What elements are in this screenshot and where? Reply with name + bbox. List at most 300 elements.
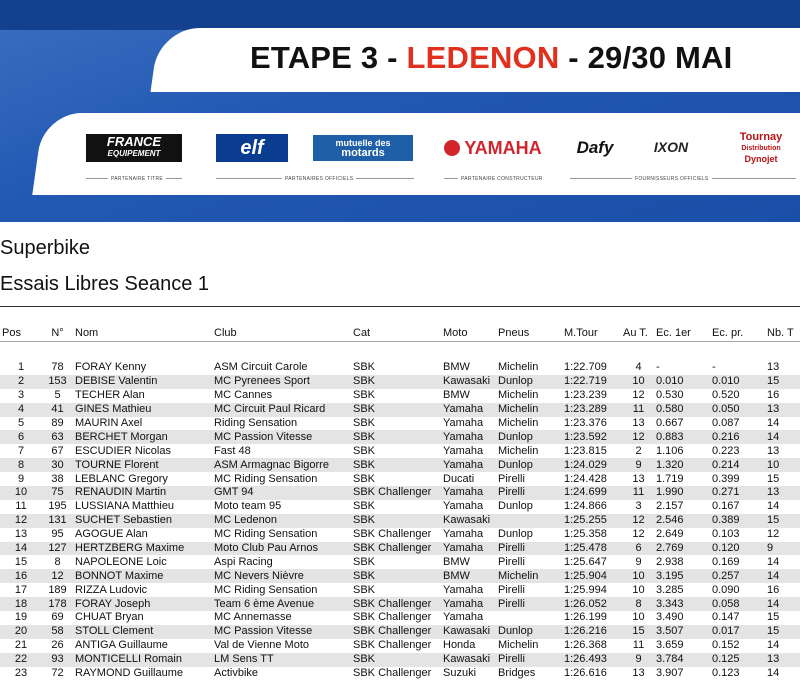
mutuelle-des-motards-logo: mutuelle des motards	[313, 135, 413, 161]
table-cell: NAPOLEONE Loic	[75, 555, 167, 568]
table-cell: Kawasaki	[441, 625, 496, 639]
table-cell: Yamaha	[441, 542, 496, 556]
table-cell: 15	[765, 625, 800, 639]
table-cell: 3.490	[656, 611, 684, 624]
col-header: M.Tour	[564, 327, 598, 339]
table-cell: SBK	[353, 361, 376, 374]
table-cell: 11	[621, 403, 654, 417]
table-cell: Pirelli	[498, 555, 525, 568]
table-cell: Dunlop	[496, 375, 562, 389]
table-cell: Michelin	[498, 389, 539, 402]
table-cell: 1:25.255	[562, 514, 621, 528]
table-row	[0, 361, 800, 375]
table-cell: ASM Circuit Carole	[214, 361, 308, 374]
table-cell: Fast 48	[214, 444, 251, 457]
table-cell: Michelin	[498, 417, 539, 429]
table-cell: 1:23.239	[564, 389, 607, 402]
table-cell: 38	[51, 472, 64, 485]
table-cell: 1:25.358	[564, 528, 607, 541]
table-cell: 2.769	[654, 542, 710, 556]
table-row	[0, 514, 800, 528]
table-cell: 15	[14, 555, 28, 568]
table-cell: BMW	[443, 361, 470, 374]
table-cell: 89	[51, 417, 64, 429]
table-cell: 1:24.699	[562, 486, 621, 500]
table-cell: 3.784	[654, 653, 710, 667]
table-cell: Yamaha	[441, 430, 496, 444]
table-cell: 18	[0, 597, 40, 611]
partner-label-fournisseurs: FOURNISSEURS OFFICIELS	[632, 176, 712, 182]
table-cell: Honda	[443, 639, 476, 652]
table-cell: RIZZA Ludovic	[75, 583, 148, 596]
partner-label-titre: PARTENAIRE TITRE	[108, 176, 166, 182]
table-cell: AGOGUE Alan	[75, 528, 148, 541]
table-row	[0, 444, 800, 458]
table-cell: Michelin	[498, 444, 539, 457]
table-cell: SBK	[353, 417, 376, 429]
table-cell: LUSSIANA Matthieu	[75, 500, 175, 513]
table-cell: 0.010	[654, 375, 710, 389]
table-cell: 21	[14, 639, 28, 652]
table-cell: 1:25.647	[564, 555, 607, 568]
table-cell: Yamaha	[443, 611, 484, 624]
table-cell: 0.167	[712, 500, 740, 513]
table-cell: SBK	[351, 458, 441, 472]
table-header-row	[0, 325, 800, 341]
col-header: Ec. pr.	[712, 327, 744, 339]
table-cell: Yamaha	[441, 597, 496, 611]
table-row	[0, 625, 800, 639]
table-cell: 4	[635, 361, 642, 374]
table-cell: 95	[51, 528, 64, 541]
table-cell: 2.649	[656, 528, 684, 541]
table-cell: 1.990	[654, 486, 710, 500]
table-cell: MC Cannes	[214, 389, 273, 402]
table-cell: 1:23.592	[562, 430, 621, 444]
table-cell: 16	[767, 583, 780, 596]
table-cell: 14	[0, 542, 40, 556]
table-cell: SBK	[351, 653, 441, 667]
table-cell: MONTICELLI Romain	[73, 653, 212, 667]
table-cell: 7	[17, 444, 25, 457]
table-cell: 17	[14, 583, 28, 596]
table-cell: 8	[0, 458, 40, 472]
table-cell: TOURNE Florent	[73, 458, 212, 472]
table-cell: MC Riding Sensation	[214, 583, 318, 596]
table-cell: SBK Challenger	[351, 625, 441, 639]
table-cell: 30	[40, 458, 73, 472]
table-cell: 72	[51, 667, 64, 680]
table-cell: 11	[15, 500, 27, 513]
table-cell: 6	[0, 430, 40, 444]
table-cell: Kawasaki	[441, 375, 496, 389]
table-cell: MC Riding Sensation	[214, 472, 318, 485]
table-cell: SBK Challenger	[353, 639, 432, 652]
table-cell: 0.125	[710, 653, 765, 667]
table-cell: SBK	[353, 444, 376, 457]
table-cell: 12	[621, 514, 654, 528]
table-cell: 12	[621, 430, 654, 444]
table-cell: Team 6 ème Avenue	[212, 597, 351, 611]
table-cell: 4	[0, 403, 40, 417]
table-cell: FORAY Kenny	[75, 361, 147, 374]
table-cell: 0.050	[710, 403, 765, 417]
table-cell: 1:26.216	[562, 625, 621, 639]
table-cell: 13	[767, 444, 780, 457]
event-title: ETAPE 3 - LEDENON - 29/30 MAI	[250, 40, 733, 75]
yamaha-logo: YAMAHA	[444, 137, 542, 159]
table-cell: Val de Vienne Moto	[214, 639, 309, 652]
table-row	[0, 569, 800, 583]
table-cell: 153	[40, 375, 73, 389]
table-cell: 12	[767, 528, 780, 541]
table-cell: 1:23.289	[562, 403, 621, 417]
table-cell: ESCUDIER Nicolas	[75, 444, 171, 457]
col-header: Nb. T	[767, 327, 794, 339]
table-cell: 195	[48, 500, 67, 513]
table-cell: 9	[621, 458, 654, 472]
table-cell: 20	[0, 625, 40, 639]
table-cell: RENAUDIN Martin	[73, 486, 212, 500]
table-cell: MC Annemasse	[214, 611, 292, 624]
table-cell: 15	[765, 375, 800, 389]
table-cell: Dunlop	[496, 625, 562, 639]
table-cell: BMW	[441, 569, 496, 583]
table-cell: 14	[767, 555, 780, 568]
table-cell: 1:24.866	[564, 500, 607, 513]
table-cell: 1:26.052	[562, 597, 621, 611]
table-cell: Suzuki	[443, 667, 477, 680]
table-cell: 15	[765, 514, 800, 528]
table-cell: Yamaha	[441, 458, 496, 472]
table-cell: 0.087	[712, 417, 740, 429]
table-cell: SBK Challenger	[353, 528, 432, 541]
table-cell: GINES Mathieu	[73, 403, 212, 417]
table-cell: Yamaha	[441, 486, 496, 500]
table-cell: 3.659	[656, 639, 684, 652]
table-cell: 75	[40, 486, 73, 500]
table-row	[0, 500, 800, 514]
table-cell: SBK	[351, 514, 441, 528]
table-cell: 0.120	[710, 542, 765, 556]
table-cell: 1:25.994	[564, 583, 607, 596]
header-rule	[0, 306, 800, 307]
table-cell: 1:24.029	[562, 458, 621, 472]
table-cell: 1.719	[656, 472, 684, 485]
results-table	[0, 325, 800, 680]
table-row	[0, 403, 800, 417]
table-cell: 13	[765, 486, 800, 500]
table-cell: 0.058	[710, 597, 765, 611]
table-cell: 2	[635, 444, 642, 457]
table-cell: 12	[0, 514, 40, 528]
table-cell: 1:26.368	[564, 639, 607, 652]
table-cell: 6	[621, 542, 654, 556]
table-cell: 0.520	[712, 389, 740, 402]
table-cell: 9	[621, 653, 654, 667]
table-cell: 26	[51, 639, 64, 652]
table-row	[0, 583, 800, 597]
france-equipement-logo: FRANCE EQUIPEMENT	[86, 134, 182, 162]
col-header: N°	[51, 327, 64, 339]
table-cell: CHUAT Bryan	[75, 611, 144, 624]
table-cell: 0.399	[712, 472, 740, 485]
table-cell: FORAY Joseph	[73, 597, 212, 611]
table-cell: Yamaha	[443, 500, 484, 513]
table-cell: 12	[632, 389, 645, 402]
table-cell: 127	[40, 542, 73, 556]
table-cell: 41	[40, 403, 73, 417]
table-cell: 0.257	[710, 569, 765, 583]
table-cell: SBK Challenger	[351, 597, 441, 611]
table-row	[0, 458, 800, 472]
table-cell: 93	[40, 653, 73, 667]
table-cell: 63	[40, 430, 73, 444]
table-cell: 3.907	[656, 667, 684, 680]
partner-label-officiels: PARTENAIRES OFFICIELS	[282, 176, 356, 182]
col-header: Ec. 1er	[656, 327, 691, 339]
table-cell: 69	[51, 611, 64, 624]
category-heading: Superbike	[0, 237, 91, 259]
ixon-logo: IXON	[653, 139, 689, 155]
table-cell	[496, 514, 562, 528]
table-cell: ANTIGA Guillaume	[75, 639, 168, 652]
table-row	[0, 639, 800, 653]
table-cell: Yamaha	[443, 583, 484, 596]
table-cell: MC Passion Vitesse	[212, 430, 351, 444]
table-cell: Dunlop	[496, 430, 562, 444]
tournay-logo: Tournay Distribution Dynojet	[739, 130, 783, 164]
table-cell: SBK	[351, 569, 441, 583]
table-cell: Michelin	[498, 361, 539, 374]
table-cell: 0.103	[712, 528, 740, 541]
table-cell: Dunlop	[496, 458, 562, 472]
dafy-logo: Dafy	[576, 138, 614, 157]
table-row	[0, 375, 800, 389]
table-cell: BONNOT Maxime	[73, 569, 212, 583]
col-header: Au T.	[623, 327, 648, 339]
table-cell: 189	[48, 583, 67, 596]
table-cell: MC Nevers Nièvre	[212, 569, 351, 583]
table-cell: 1:26.616	[564, 667, 607, 680]
table-cell: 14	[767, 639, 780, 652]
yamaha-emblem-icon	[444, 140, 460, 156]
table-cell: 10	[621, 569, 654, 583]
table-cell: 10	[765, 458, 800, 472]
table-cell: 3.195	[654, 569, 710, 583]
table-cell: 14	[767, 500, 780, 513]
col-header: Cat	[353, 327, 371, 339]
table-cell: SBK	[351, 375, 441, 389]
table-cell: SBK Challenger	[353, 667, 432, 680]
table-row	[0, 417, 800, 431]
table-cell: Moto Club Pau Arnos	[212, 542, 351, 556]
table-cell: 1	[17, 361, 25, 374]
table-cell: 8	[54, 555, 61, 568]
table-cell: Pirelli	[496, 542, 562, 556]
table-cell: 0.147	[712, 611, 740, 624]
table-cell: 1:26.493	[562, 653, 621, 667]
table-cell: 1:22.719	[562, 375, 621, 389]
table-cell: 0.530	[656, 389, 684, 402]
table-cell: 13	[14, 528, 28, 541]
table-cell: 13	[765, 653, 800, 667]
table-cell: 9	[635, 555, 642, 568]
table-cell: 13	[632, 472, 645, 485]
table-row	[0, 542, 800, 556]
table-cell: Riding Sensation	[214, 417, 298, 429]
table-cell: 3.507	[654, 625, 710, 639]
table-cell: 5	[54, 389, 61, 402]
table-cell: MC Passion Vitesse	[212, 625, 351, 639]
table-cell: LM Sens TT	[212, 653, 351, 667]
table-row	[0, 430, 800, 444]
table-cell: 16	[0, 569, 40, 583]
table-row	[0, 486, 800, 500]
table-cell: HERTZBERG Maxime	[73, 542, 212, 556]
table-row	[0, 597, 800, 611]
table-cell: Yamaha	[443, 444, 484, 457]
table-cell: 1:24.428	[564, 472, 607, 485]
table-cell: 1:25.904	[562, 569, 621, 583]
table-cell: Pirelli	[496, 653, 562, 667]
col-header: Club	[214, 327, 237, 339]
table-cell: 10	[632, 611, 645, 624]
table-cell: 16	[767, 389, 780, 402]
table-cell: Bridges	[498, 667, 536, 680]
table-cell: Dunlop	[498, 500, 533, 513]
table-cell: Michelin	[496, 403, 562, 417]
table-cell: Moto team 95	[214, 500, 282, 513]
table-row	[0, 653, 800, 667]
table-cell: 0.152	[712, 639, 740, 652]
table-cell: Dunlop	[498, 528, 533, 541]
table-cell: STOLL Clement	[73, 625, 212, 639]
table-cell: 13	[767, 361, 780, 374]
table-cell: 0.123	[712, 667, 740, 680]
table-cell: 15	[621, 625, 654, 639]
table-cell: SBK Challenger	[351, 542, 441, 556]
table-cell: 11	[621, 486, 654, 500]
table-cell: GMT 94	[212, 486, 351, 500]
table-cell: SBK	[353, 500, 376, 513]
table-cell: 10	[632, 583, 645, 596]
table-cell: MC Circuit Paul Ricard	[212, 403, 351, 417]
table-cell: 78	[51, 361, 64, 374]
partner-label-constructeur: PARTENAIRE CONSTRUCTEUR	[458, 176, 546, 182]
table-cell: 3.343	[654, 597, 710, 611]
table-cell: 8	[621, 597, 654, 611]
table-cell: BMW	[443, 389, 470, 402]
table-cell: 0.216	[710, 430, 765, 444]
table-cell: 3	[635, 500, 642, 513]
table-cell: BERCHET Morgan	[73, 430, 212, 444]
table-cell: ASM Armagnac Bigorre	[212, 458, 351, 472]
table-cell: TECHER Alan	[75, 389, 145, 402]
table-cell: 67	[51, 444, 64, 457]
table-cell: 178	[40, 597, 73, 611]
table-cell: -	[656, 361, 660, 374]
table-cell: Michelin	[498, 639, 539, 652]
table-cell: 0.010	[710, 375, 765, 389]
table-cell: Michelin	[496, 569, 562, 583]
table-cell: 2	[0, 375, 40, 389]
table-cell: 12	[632, 528, 645, 541]
col-header: Moto	[443, 327, 468, 339]
table-cell: 3.285	[656, 583, 684, 596]
table-cell: Yamaha	[443, 528, 484, 541]
table-cell: 13	[765, 403, 800, 417]
table-cell: 15	[767, 472, 780, 485]
table-cell: 10	[0, 486, 40, 500]
event-title-venue: LEDENON	[406, 40, 560, 75]
table-row	[0, 611, 800, 625]
table-cell: 0.883	[654, 430, 710, 444]
table-cell: 14	[765, 597, 800, 611]
table-cell: 1:22.709	[564, 361, 607, 374]
table-cell: 14	[767, 417, 780, 429]
table-cell: SBK Challenger	[351, 486, 441, 500]
table-cell: 22	[0, 653, 40, 667]
table-cell: Pirelli	[496, 597, 562, 611]
table-cell: 12	[40, 569, 73, 583]
table-cell: SBK Challenger	[353, 611, 432, 624]
table-cell: SBK	[351, 403, 441, 417]
table-cell: BMW	[443, 555, 470, 568]
table-cell: SUCHET Sebastien	[73, 514, 212, 528]
table-cell: SBK	[353, 389, 376, 402]
table-cell: 58	[40, 625, 73, 639]
table-cell: SBK	[353, 583, 376, 596]
table-cell: 13	[632, 417, 645, 429]
table-cell: Kawasaki	[441, 514, 496, 528]
table-cell: SBK	[353, 472, 376, 485]
table-cell: Pirelli	[498, 583, 525, 596]
table-cell: 23	[14, 667, 28, 680]
table-cell: 1.320	[654, 458, 710, 472]
table-cell: 1:23.376	[564, 417, 607, 429]
table-cell: RAYMOND Guillaume	[75, 667, 183, 680]
table-cell	[496, 611, 562, 625]
table-cell: 14	[765, 569, 800, 583]
col-header: Nom	[75, 327, 99, 339]
table-cell: MAURIN Axel	[75, 417, 143, 429]
table-cell: 2.157	[656, 500, 684, 513]
table-row	[0, 472, 800, 486]
table-cell: 1:26.199	[564, 611, 607, 624]
session-heading: Essais Libres Seance 1	[0, 273, 210, 295]
col-header: Pneus	[498, 327, 530, 339]
elf-logo: elf	[216, 134, 288, 162]
table-cell: -	[712, 361, 716, 374]
table-cell: Activbike	[214, 667, 259, 680]
table-cell: 9	[17, 472, 25, 485]
table-cell: LEBLANC Gregory	[75, 472, 168, 485]
table-row	[0, 667, 800, 680]
table-cell: 1.106	[656, 444, 684, 457]
table-cell: 1:25.478	[562, 542, 621, 556]
table-cell: MC Riding Sensation	[214, 528, 318, 541]
table-cell: 15	[767, 611, 780, 624]
table-cell: 131	[40, 514, 73, 528]
table-cell: 1:23.815	[564, 444, 607, 457]
table-cell: 0.389	[710, 514, 765, 528]
table-cell: 9	[765, 542, 800, 556]
table-cell: DEBISE Valentin	[73, 375, 212, 389]
table-cell: Pirelli	[496, 486, 562, 500]
table-cell: 0.090	[712, 583, 740, 596]
table-row	[0, 389, 800, 403]
